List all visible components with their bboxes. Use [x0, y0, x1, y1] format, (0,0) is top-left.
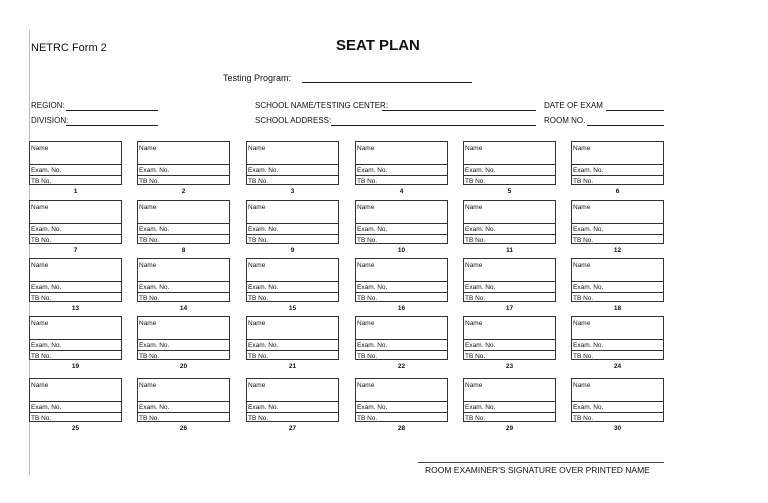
seat-name-label: Name [139, 382, 157, 389]
seat-tb-label: TB No. [357, 295, 378, 302]
seat-tb-label: TB No. [139, 178, 160, 185]
date-field[interactable] [606, 110, 664, 111]
seat-tb-label: TB No. [465, 237, 486, 244]
seat-box[interactable] [246, 316, 339, 360]
seat-number: 27 [288, 425, 297, 432]
seat-exam-label: Exam. No. [31, 167, 62, 174]
seat-number: 9 [290, 247, 295, 254]
seat-row-divider [356, 292, 447, 293]
seat-row-divider [464, 401, 555, 402]
seat-number: 28 [397, 425, 406, 432]
seat-row-divider [356, 281, 447, 282]
seat-exam-label: Exam. No. [139, 284, 170, 291]
seat-tb-label: TB No. [357, 353, 378, 360]
seat-number: 22 [397, 363, 406, 370]
seat-box[interactable] [29, 378, 122, 422]
seat-row-divider [464, 292, 555, 293]
seat-row-divider [464, 412, 555, 413]
seat-box[interactable] [137, 141, 230, 185]
seat-box[interactable] [355, 258, 448, 302]
seat-row-divider [356, 401, 447, 402]
seat-name-label: Name [465, 204, 483, 211]
seat-row-divider [464, 164, 555, 165]
seat-row-divider [138, 164, 229, 165]
seat-tb-label: TB No. [248, 178, 269, 185]
testing-program-label: Testing Program: [223, 73, 292, 83]
seat-number: 21 [288, 363, 297, 370]
seat-exam-label: Exam. No. [31, 404, 62, 411]
seat-tb-label: TB No. [248, 237, 269, 244]
seat-box[interactable] [571, 141, 664, 185]
seat-row-divider [572, 412, 663, 413]
seat-tb-label: TB No. [139, 415, 160, 422]
seat-row-divider [138, 401, 229, 402]
seat-row-divider [30, 350, 121, 351]
seat-number: 5 [507, 188, 512, 195]
seat-name-label: Name [465, 320, 483, 327]
seat-tb-label: TB No. [573, 415, 594, 422]
seat-number: 26 [179, 425, 188, 432]
seat-number: 19 [71, 363, 80, 370]
seat-row-divider [138, 350, 229, 351]
seat-row-divider [572, 401, 663, 402]
seat-tb-label: TB No. [139, 353, 160, 360]
seat-row-divider [247, 164, 338, 165]
seat-row-divider [464, 223, 555, 224]
seat-row-divider [247, 401, 338, 402]
seat-box[interactable] [571, 200, 664, 244]
seat-tb-label: TB No. [465, 353, 486, 360]
seat-box[interactable] [137, 316, 230, 360]
seat-tb-label: TB No. [465, 295, 486, 302]
seat-name-label: Name [357, 262, 375, 269]
seat-row-divider [247, 223, 338, 224]
seat-box[interactable] [29, 200, 122, 244]
seat-number: 29 [505, 425, 514, 432]
seat-number: 10 [397, 247, 406, 254]
seat-box[interactable] [137, 258, 230, 302]
seat-name-label: Name [573, 320, 591, 327]
seat-row-divider [464, 234, 555, 235]
seat-box[interactable] [355, 316, 448, 360]
seat-row-divider [247, 350, 338, 351]
seat-row-divider [247, 281, 338, 282]
seat-row-divider [572, 164, 663, 165]
seat-name-label: Name [573, 262, 591, 269]
seat-row-divider [572, 350, 663, 351]
seat-tb-label: TB No. [573, 353, 594, 360]
seat-row-divider [572, 339, 663, 340]
seat-name-label: Name [31, 145, 49, 152]
seat-exam-label: Exam. No. [357, 404, 388, 411]
room-field[interactable] [587, 125, 664, 126]
school-address-field[interactable] [331, 125, 536, 126]
seat-row-divider [138, 223, 229, 224]
seat-box[interactable] [29, 316, 122, 360]
school-name-field[interactable] [382, 110, 536, 111]
seat-box[interactable] [463, 378, 556, 422]
seat-tb-label: TB No. [357, 415, 378, 422]
seat-tb-label: TB No. [248, 353, 269, 360]
seat-row-divider [572, 281, 663, 282]
seat-name-label: Name [573, 204, 591, 211]
seat-name-label: Name [248, 320, 266, 327]
seat-row-divider [464, 339, 555, 340]
seat-name-label: Name [139, 204, 157, 211]
seat-box[interactable] [246, 258, 339, 302]
seat-row-divider [572, 175, 663, 176]
seat-number: 12 [613, 247, 622, 254]
region-label: REGION: [31, 101, 65, 110]
seat-box[interactable] [29, 258, 122, 302]
seat-number: 1 [73, 188, 78, 195]
seat-exam-label: Exam. No. [31, 284, 62, 291]
seat-row-divider [30, 401, 121, 402]
seat-name-label: Name [357, 320, 375, 327]
seat-number: 20 [179, 363, 188, 370]
seat-exam-label: Exam. No. [465, 342, 496, 349]
seat-name-label: Name [248, 382, 266, 389]
seat-row-divider [138, 339, 229, 340]
seat-tb-label: TB No. [248, 415, 269, 422]
seat-box[interactable] [355, 200, 448, 244]
seat-row-divider [356, 175, 447, 176]
date-label: DATE OF EXAM [544, 101, 603, 110]
seat-box[interactable] [463, 200, 556, 244]
seat-tb-label: TB No. [31, 415, 52, 422]
seat-name-label: Name [465, 145, 483, 152]
signature-label: ROOM EXAMINER'S SIGNATURE OVER PRINTED NAME [425, 465, 650, 475]
seat-name-label: Name [357, 204, 375, 211]
seat-box[interactable] [246, 200, 339, 244]
seat-row-divider [30, 412, 121, 413]
seat-tb-label: TB No. [357, 178, 378, 185]
seat-box[interactable] [463, 141, 556, 185]
seat-name-label: Name [248, 204, 266, 211]
seat-tb-label: TB No. [573, 295, 594, 302]
signature-line[interactable] [418, 462, 664, 463]
seat-number: 2 [181, 188, 186, 195]
seat-name-label: Name [31, 204, 49, 211]
seat-exam-label: Exam. No. [139, 226, 170, 233]
seat-row-divider [464, 350, 555, 351]
seat-number: 14 [179, 305, 188, 312]
seat-name-label: Name [465, 382, 483, 389]
seat-exam-label: Exam. No. [465, 404, 496, 411]
form-id: NETRC Form 2 [31, 42, 107, 54]
seat-row-divider [356, 164, 447, 165]
seat-name-label: Name [465, 262, 483, 269]
seat-name-label: Name [31, 382, 49, 389]
seat-box[interactable] [463, 258, 556, 302]
seat-row-divider [30, 292, 121, 293]
seat-exam-label: Exam. No. [139, 404, 170, 411]
seat-name-label: Name [139, 262, 157, 269]
school-address-label: SCHOOL ADDRESS: [255, 116, 332, 125]
seat-exam-label: Exam. No. [139, 167, 170, 174]
seat-row-divider [247, 412, 338, 413]
seat-row-divider [138, 281, 229, 282]
seat-number: 25 [71, 425, 80, 432]
seat-row-divider [30, 223, 121, 224]
seat-row-divider [138, 292, 229, 293]
seat-number: 11 [506, 247, 513, 254]
seat-name-label: Name [139, 145, 157, 152]
seat-row-divider [138, 234, 229, 235]
seat-row-divider [30, 339, 121, 340]
seat-exam-label: Exam. No. [465, 284, 496, 291]
seat-box[interactable] [355, 141, 448, 185]
seat-tb-label: TB No. [139, 295, 160, 302]
seat-tb-label: TB No. [139, 237, 160, 244]
room-label: ROOM NO. [544, 116, 586, 125]
seat-box[interactable] [246, 141, 339, 185]
seat-name-label: Name [573, 145, 591, 152]
seat-number: 23 [505, 363, 514, 370]
seat-exam-label: Exam. No. [248, 342, 279, 349]
testing-program-field[interactable] [302, 82, 472, 83]
seat-tb-label: TB No. [465, 178, 486, 185]
seat-box[interactable] [463, 316, 556, 360]
seat-name-label: Name [248, 262, 266, 269]
seat-exam-label: Exam. No. [139, 342, 170, 349]
seat-tb-label: TB No. [248, 295, 269, 302]
seat-exam-label: Exam. No. [465, 226, 496, 233]
seat-exam-label: Exam. No. [357, 284, 388, 291]
seat-number: 18 [613, 305, 622, 312]
seat-number: 30 [613, 425, 622, 432]
seat-tb-label: TB No. [31, 178, 52, 185]
seat-exam-label: Exam. No. [248, 226, 279, 233]
seat-row-divider [356, 412, 447, 413]
seat-row-divider [247, 339, 338, 340]
seat-name-label: Name [573, 382, 591, 389]
seat-number: 7 [73, 247, 78, 254]
seat-number: 13 [71, 305, 80, 312]
seat-box[interactable] [29, 141, 122, 185]
seat-row-divider [356, 223, 447, 224]
seat-row-divider [138, 175, 229, 176]
seat-box[interactable] [137, 378, 230, 422]
seat-row-divider [356, 339, 447, 340]
seat-exam-label: Exam. No. [573, 404, 604, 411]
seat-row-divider [572, 223, 663, 224]
seat-row-divider [138, 412, 229, 413]
seat-row-divider [30, 175, 121, 176]
seat-exam-label: Exam. No. [357, 167, 388, 174]
region-field[interactable] [66, 110, 158, 111]
division-label: DIVISION: [31, 116, 69, 125]
seat-name-label: Name [139, 320, 157, 327]
seat-tb-label: TB No. [31, 353, 52, 360]
seat-exam-label: Exam. No. [357, 342, 388, 349]
seat-number: 8 [181, 247, 186, 254]
seat-box[interactable] [571, 316, 664, 360]
seat-exam-label: Exam. No. [573, 226, 604, 233]
seat-box[interactable] [571, 378, 664, 422]
seat-row-divider [572, 292, 663, 293]
seat-tb-label: TB No. [465, 415, 486, 422]
seat-exam-label: Exam. No. [573, 342, 604, 349]
seat-row-divider [572, 234, 663, 235]
seat-box[interactable] [571, 258, 664, 302]
seat-exam-label: Exam. No. [357, 226, 388, 233]
seat-row-divider [247, 175, 338, 176]
seat-exam-label: Exam. No. [248, 167, 279, 174]
school-name-label: SCHOOL NAME/TESTING CENTER: [255, 101, 389, 110]
seat-row-divider [30, 281, 121, 282]
seat-tb-label: TB No. [357, 237, 378, 244]
seat-row-divider [247, 292, 338, 293]
seat-row-divider [30, 164, 121, 165]
division-field[interactable] [66, 125, 158, 126]
seat-row-divider [464, 281, 555, 282]
seat-exam-label: Exam. No. [573, 284, 604, 291]
seat-exam-label: Exam. No. [248, 284, 279, 291]
seat-tb-label: TB No. [573, 178, 594, 185]
seat-box[interactable] [246, 378, 339, 422]
seat-row-divider [356, 234, 447, 235]
seat-exam-label: Exam. No. [31, 342, 62, 349]
seat-number: 6 [615, 188, 620, 195]
seat-number: 17 [505, 305, 514, 312]
seat-tb-label: TB No. [31, 295, 52, 302]
seat-row-divider [247, 234, 338, 235]
seat-number: 24 [613, 363, 622, 370]
seat-row-divider [464, 175, 555, 176]
seat-name-label: Name [31, 262, 49, 269]
seat-name-label: Name [357, 382, 375, 389]
page-title: SEAT PLAN [336, 37, 420, 54]
seat-exam-label: Exam. No. [573, 167, 604, 174]
seat-name-label: Name [357, 145, 375, 152]
seat-number: 16 [397, 305, 406, 312]
seat-number: 4 [399, 188, 404, 195]
seat-row-divider [356, 350, 447, 351]
seat-exam-label: Exam. No. [465, 167, 496, 174]
seat-name-label: Name [248, 145, 266, 152]
seat-name-label: Name [31, 320, 49, 327]
seat-row-divider [30, 234, 121, 235]
seat-exam-label: Exam. No. [31, 226, 62, 233]
seat-number: 3 [290, 188, 295, 195]
seat-box[interactable] [355, 378, 448, 422]
seat-tb-label: TB No. [31, 237, 52, 244]
seat-number: 15 [288, 305, 297, 312]
seat-tb-label: TB No. [573, 237, 594, 244]
seat-box[interactable] [137, 200, 230, 244]
seat-exam-label: Exam. No. [248, 404, 279, 411]
